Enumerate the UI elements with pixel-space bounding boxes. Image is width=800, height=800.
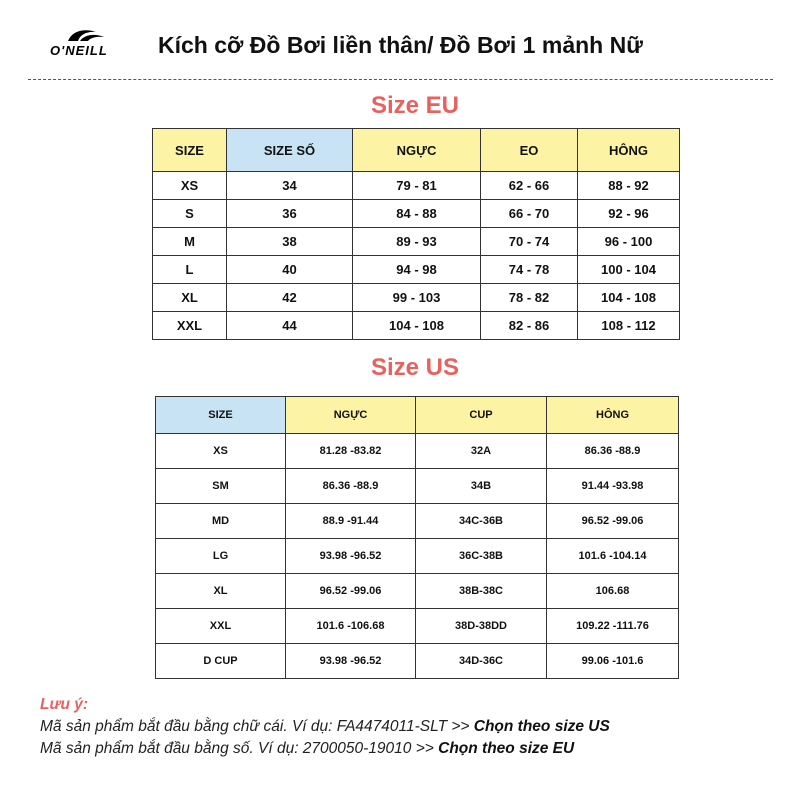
- cell-hip: 104 - 108: [578, 284, 680, 312]
- table-row: [156, 539, 679, 574]
- cell-size: S: [153, 200, 227, 228]
- cell-cup: 38B-38C: [416, 574, 547, 609]
- col-header-size: SIZE: [156, 397, 286, 434]
- us-size-table: [155, 396, 679, 679]
- table-header-row: [153, 129, 680, 172]
- cell-size: LG: [156, 539, 286, 574]
- cell-hip: 96.52 -99.06: [547, 504, 679, 539]
- cell-size-number: 36: [227, 200, 353, 228]
- col-header-size-number: SIZE SỐ: [227, 129, 353, 172]
- col-header-cup: CUP: [416, 397, 547, 434]
- us-section-title: Size US: [370, 354, 460, 381]
- cell-bust: 81.28 -83.82: [286, 434, 416, 469]
- brand-name: O'NEILL: [50, 43, 108, 58]
- col-header-size: SIZE: [153, 129, 227, 172]
- cell-hip: 99.06 -101.6: [547, 644, 679, 679]
- eu-size-table: [152, 128, 680, 340]
- cell-waist: 66 - 70: [481, 200, 578, 228]
- col-header-hip: HÔNG: [547, 397, 679, 434]
- eu-section-title: Size EU: [370, 92, 460, 119]
- cell-cup: 36C-38B: [416, 539, 547, 574]
- cell-size: MD: [156, 504, 286, 539]
- cell-size-number: 42: [227, 284, 353, 312]
- cell-bust: 93.98 -96.52: [286, 644, 416, 679]
- cell-bust: 104 - 108: [353, 312, 481, 340]
- note-line-eu: [40, 738, 610, 760]
- cell-size: L: [153, 256, 227, 284]
- table-row: [156, 644, 679, 679]
- cell-size-number: 38: [227, 228, 353, 256]
- cell-size-number: 34: [227, 172, 353, 200]
- notes-heading: Lưu ý:: [40, 696, 89, 713]
- table-row: [153, 200, 680, 228]
- cell-waist: 62 - 66: [481, 172, 578, 200]
- cell-hip: 96 - 100: [578, 228, 680, 256]
- cell-waist: 74 - 78: [481, 256, 578, 284]
- notes-block: [40, 694, 610, 760]
- table-row: [156, 609, 679, 644]
- note-line-us-text: Mã sản phẩm bắt đầu bằng chữ cái. Ví dụ: FA4474011-SLT >>: [40, 718, 474, 735]
- cell-size: XS: [153, 172, 227, 200]
- cell-bust: 79 - 81: [353, 172, 481, 200]
- table-row: [153, 284, 680, 312]
- table-row: [153, 228, 680, 256]
- wave-logo-icon: [66, 28, 106, 44]
- cell-bust: 99 - 103: [353, 284, 481, 312]
- cell-hip: 100 - 104: [578, 256, 680, 284]
- cell-waist: 78 - 82: [481, 284, 578, 312]
- cell-size: XXL: [156, 609, 286, 644]
- cell-cup: 32A: [416, 434, 547, 469]
- table-row: [156, 574, 679, 609]
- cell-hip: 106.68: [547, 574, 679, 609]
- cell-size: M: [153, 228, 227, 256]
- cell-cup: 34D-36C: [416, 644, 547, 679]
- cell-bust: 101.6 -106.68: [286, 609, 416, 644]
- page-title: Kích cỡ Đồ Bơi liền thân/ Đồ Bơi 1 mảnh Nữ: [158, 32, 643, 58]
- cell-size: XL: [153, 284, 227, 312]
- cell-size: SM: [156, 469, 286, 504]
- cell-bust: 94 - 98: [353, 256, 481, 284]
- cell-cup: 38D-38DD: [416, 609, 547, 644]
- cell-hip: 92 - 96: [578, 200, 680, 228]
- cell-bust: 88.9 -91.44: [286, 504, 416, 539]
- table-row: [153, 312, 680, 340]
- cell-hip: 101.6 -104.14: [547, 539, 679, 574]
- cell-bust: 96.52 -99.06: [286, 574, 416, 609]
- table-row: [156, 504, 679, 539]
- table-row: [153, 256, 680, 284]
- cell-size: XXL: [153, 312, 227, 340]
- cell-hip: 108 - 112: [578, 312, 680, 340]
- cell-hip: 86.36 -88.9: [547, 434, 679, 469]
- oneill-logo: [50, 28, 130, 62]
- cell-size: XS: [156, 434, 286, 469]
- col-header-bust: NGỰC: [353, 129, 481, 172]
- cell-waist: 82 - 86: [481, 312, 578, 340]
- col-header-hip: HÔNG: [578, 129, 680, 172]
- cell-hip: 91.44 -93.98: [547, 469, 679, 504]
- cell-cup: 34C-36B: [416, 504, 547, 539]
- cell-waist: 70 - 74: [481, 228, 578, 256]
- cell-bust: 84 - 88: [353, 200, 481, 228]
- note-line-us-emphasis: Chọn theo size US: [473, 718, 610, 735]
- cell-bust: 89 - 93: [353, 228, 481, 256]
- cell-size-number: 44: [227, 312, 353, 340]
- col-header-bust: NGỰC: [286, 397, 416, 434]
- cell-bust: 86.36 -88.9: [286, 469, 416, 504]
- cell-hip: 88 - 92: [578, 172, 680, 200]
- table-header-row: [156, 397, 679, 434]
- table-row: [156, 434, 679, 469]
- cell-size: D CUP: [156, 644, 286, 679]
- cell-cup: 34B: [416, 469, 547, 504]
- col-header-waist: EO: [481, 129, 578, 172]
- note-line-eu-emphasis: Chọn theo size EU: [438, 740, 575, 757]
- table-row: [153, 172, 680, 200]
- dashed-divider: [28, 79, 773, 80]
- note-line-eu-text: Mã sản phẩm bắt đầu bằng số. Ví dụ: 2700050-19010 >>: [40, 740, 439, 757]
- cell-bust: 93.98 -96.52: [286, 539, 416, 574]
- cell-hip: 109.22 -111.76: [547, 609, 679, 644]
- note-line-us: [40, 716, 610, 738]
- table-row: [156, 469, 679, 504]
- cell-size-number: 40: [227, 256, 353, 284]
- cell-size: XL: [156, 574, 286, 609]
